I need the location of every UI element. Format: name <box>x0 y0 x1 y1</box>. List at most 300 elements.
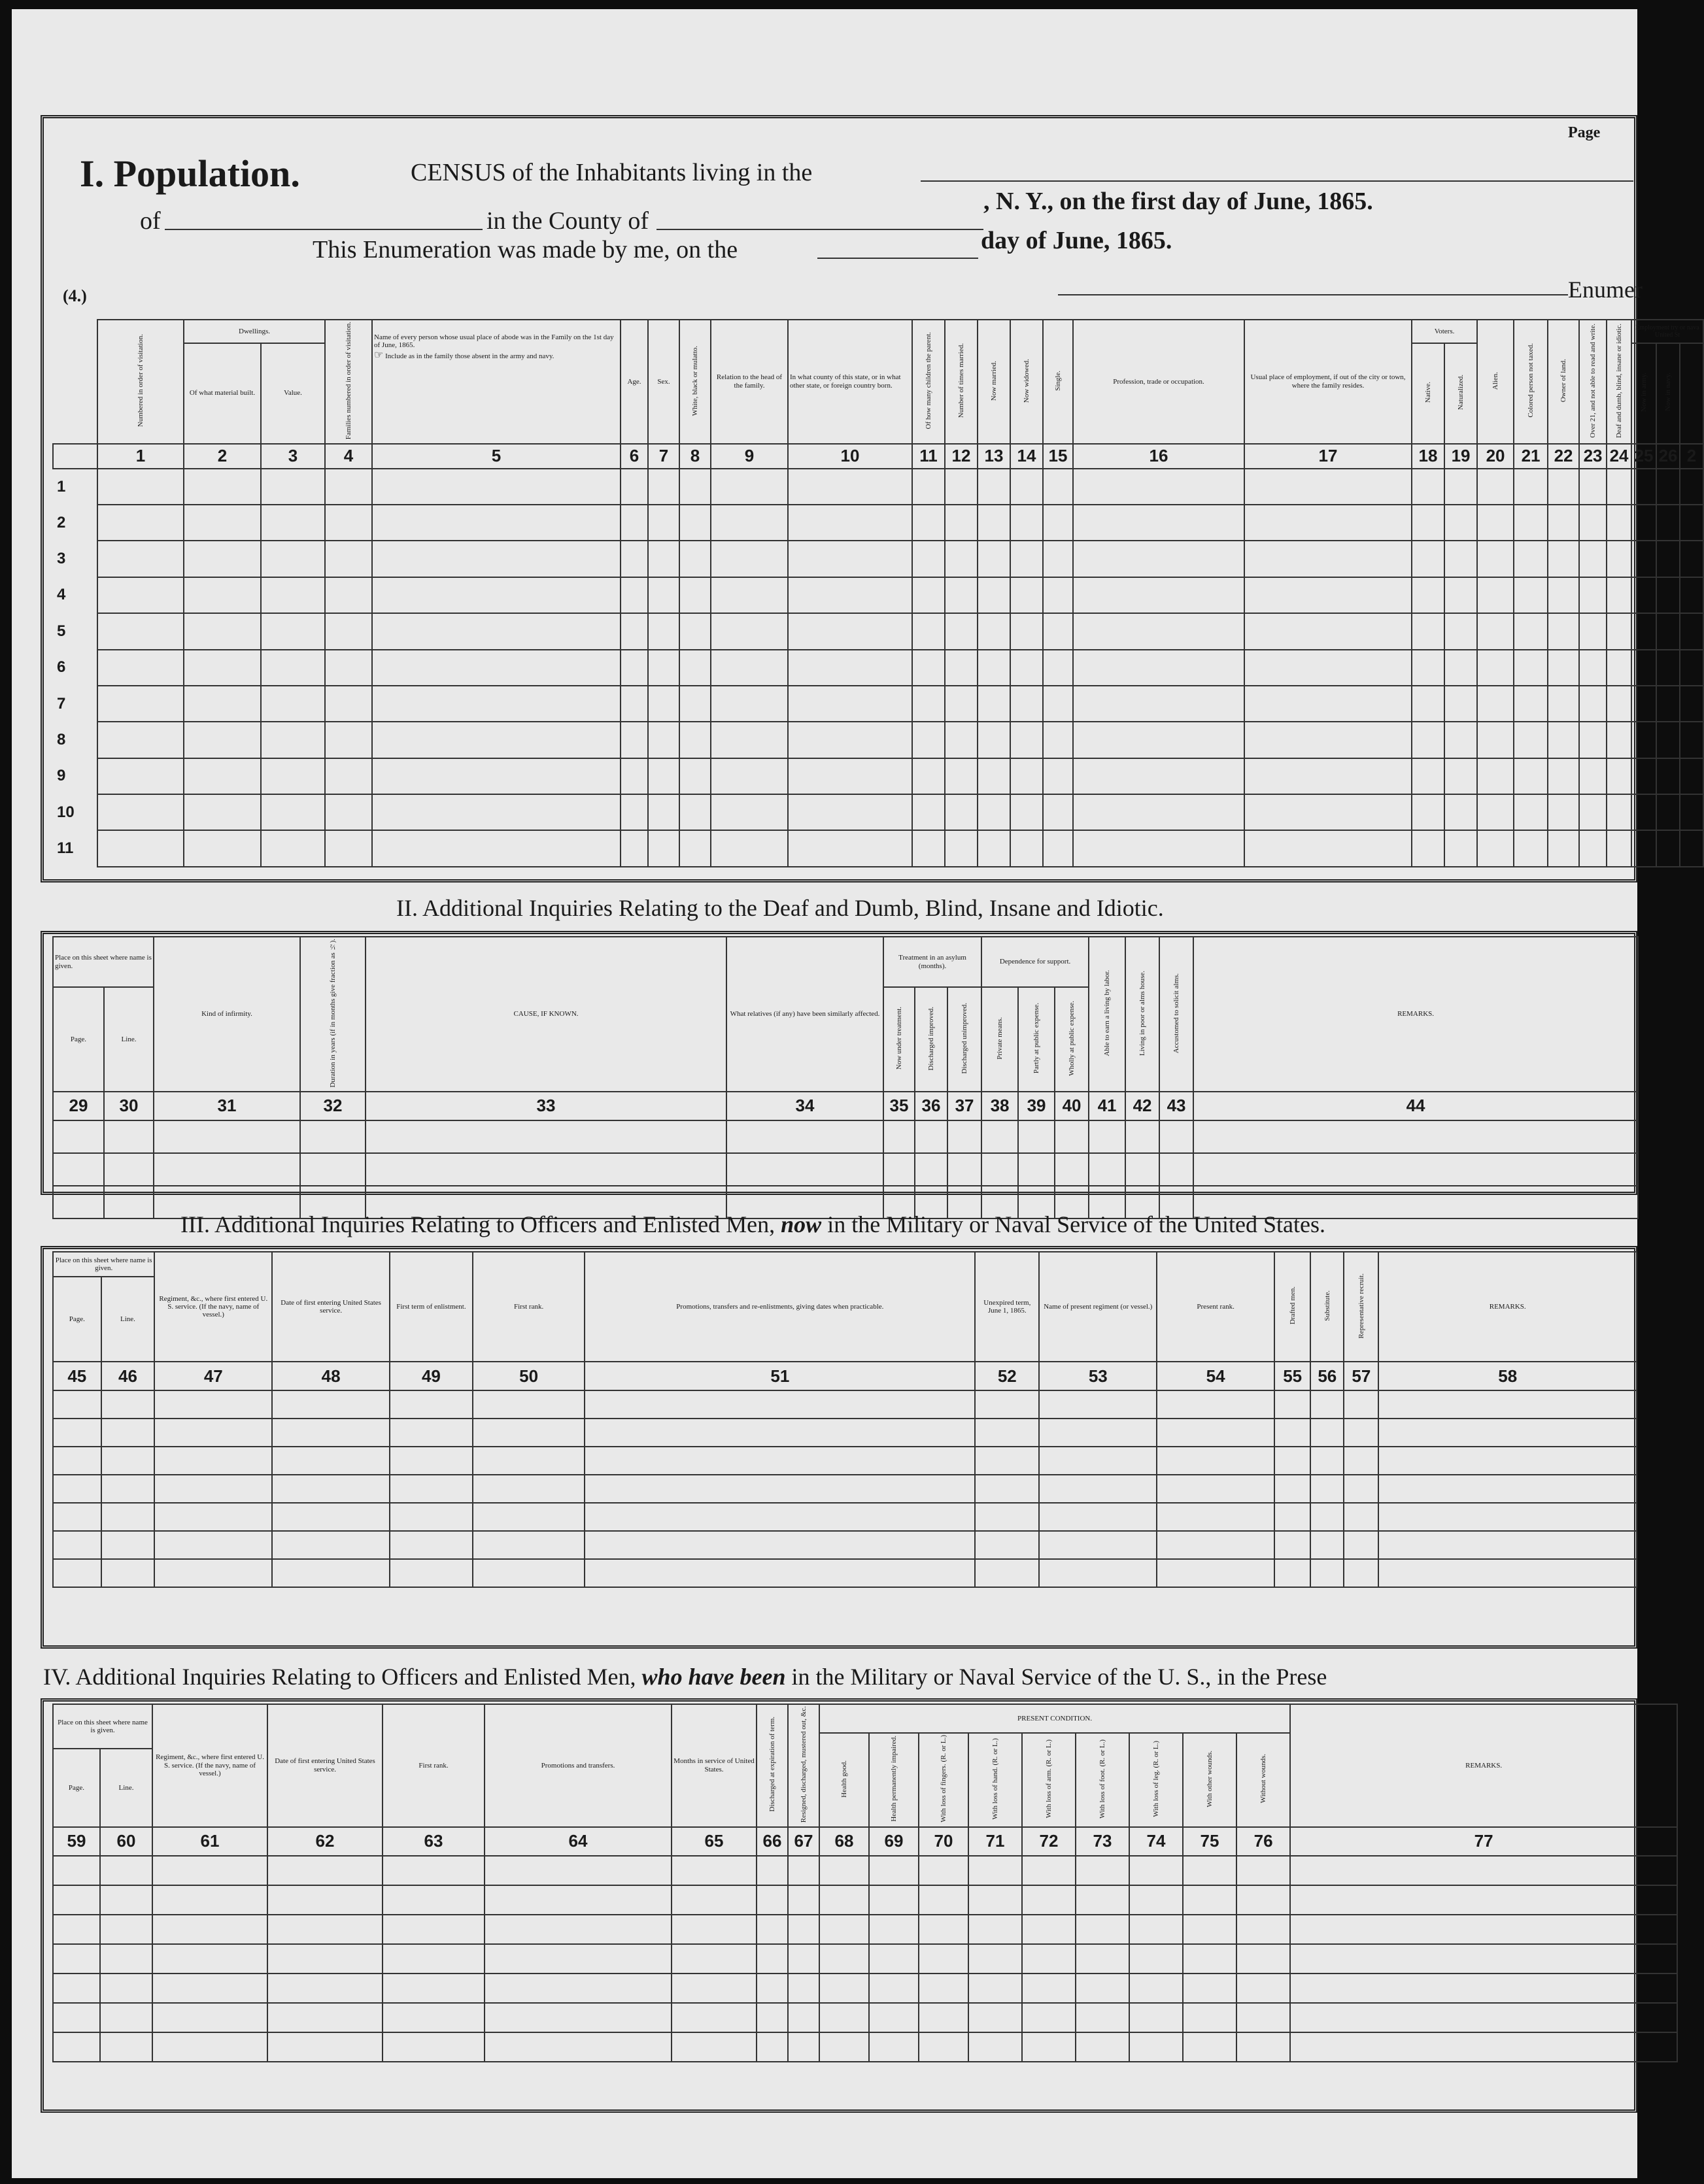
entry-cell[interactable] <box>869 1944 919 1974</box>
entry-cell[interactable] <box>1274 1531 1310 1559</box>
entry-cell[interactable] <box>1310 1503 1344 1531</box>
entry-cell[interactable] <box>1680 613 1703 649</box>
entry-cell[interactable] <box>1412 650 1444 686</box>
entry-cell[interactable] <box>648 613 679 649</box>
entry-cell[interactable] <box>1656 650 1680 686</box>
entry-cell[interactable] <box>1244 505 1412 541</box>
entry-cell[interactable] <box>184 722 261 758</box>
entry-cell[interactable] <box>757 1944 788 1974</box>
entry-cell[interactable] <box>1477 758 1514 794</box>
entry-cell[interactable] <box>1244 794 1412 830</box>
entry-cell[interactable] <box>1290 2003 1677 2032</box>
entry-cell[interactable] <box>1344 1390 1378 1419</box>
entry-cell[interactable] <box>1631 722 1656 758</box>
entry-cell[interactable] <box>184 794 261 830</box>
entry-cell[interactable] <box>1073 613 1244 649</box>
entry-cell[interactable] <box>968 2003 1022 2032</box>
entry-cell[interactable] <box>366 1120 726 1153</box>
entry-cell[interactable] <box>372 830 621 866</box>
entry-cell[interactable] <box>945 613 978 649</box>
entry-cell[interactable] <box>1477 505 1514 541</box>
entry-cell[interactable] <box>1344 1475 1378 1503</box>
entry-cell[interactable] <box>975 1475 1039 1503</box>
entry-cell[interactable] <box>1514 722 1548 758</box>
entry-cell[interactable] <box>968 1974 1022 2003</box>
entry-cell[interactable] <box>1043 613 1073 649</box>
entry-cell[interactable] <box>1548 613 1579 649</box>
entry-cell[interactable] <box>975 1390 1039 1419</box>
entry-cell[interactable] <box>152 1856 267 1885</box>
entry-cell[interactable] <box>975 1419 1039 1447</box>
entry-cell[interactable] <box>1073 541 1244 577</box>
entry-cell[interactable] <box>1378 1475 1637 1503</box>
entry-cell[interactable] <box>1607 505 1631 541</box>
entry-cell[interactable] <box>1444 505 1477 541</box>
entry-cell[interactable] <box>267 1944 383 1974</box>
entry-cell[interactable] <box>1244 686 1412 722</box>
entry-cell[interactable] <box>1477 541 1514 577</box>
entry-cell[interactable] <box>757 1885 788 1915</box>
entry-cell[interactable] <box>788 2003 819 2032</box>
entry-cell[interactable] <box>1183 1856 1236 1885</box>
entry-cell[interactable] <box>947 1120 981 1153</box>
entry-cell[interactable] <box>1444 794 1477 830</box>
entry-cell[interactable] <box>788 830 912 866</box>
entry-cell[interactable] <box>485 1915 672 1944</box>
entry-cell[interactable] <box>1514 613 1548 649</box>
entry-cell[interactable] <box>788 1885 819 1915</box>
entry-cell[interactable] <box>97 650 184 686</box>
entry-cell[interactable] <box>101 1447 155 1475</box>
entry-cell[interactable] <box>1244 613 1412 649</box>
entry-cell[interactable] <box>390 1447 473 1475</box>
entry-cell[interactable] <box>1579 577 1607 613</box>
entry-cell[interactable] <box>1514 469 1548 505</box>
entry-cell[interactable] <box>152 1974 267 2003</box>
entry-cell[interactable] <box>757 1974 788 2003</box>
entry-cell[interactable] <box>1477 613 1514 649</box>
entry-cell[interactable] <box>485 1885 672 1915</box>
entry-cell[interactable] <box>154 1419 272 1447</box>
entry-cell[interactable] <box>648 541 679 577</box>
entry-cell[interactable] <box>1656 830 1680 866</box>
entry-cell[interactable] <box>912 541 945 577</box>
entry-cell[interactable] <box>1076 2032 1129 2062</box>
entry-cell[interactable] <box>261 722 325 758</box>
entry-cell[interactable] <box>726 1153 883 1186</box>
entry-cell[interactable] <box>272 1390 390 1419</box>
entry-cell[interactable] <box>1129 2032 1183 2062</box>
entry-cell[interactable] <box>1129 1856 1183 1885</box>
entry-cell[interactable] <box>1290 1885 1677 1915</box>
entry-cell[interactable] <box>1579 722 1607 758</box>
entry-cell[interactable] <box>919 1974 968 2003</box>
entry-cell[interactable] <box>1244 830 1412 866</box>
entry-cell[interactable] <box>1656 577 1680 613</box>
entry-cell[interactable] <box>372 577 621 613</box>
entry-cell[interactable] <box>1680 794 1703 830</box>
entry-cell[interactable] <box>261 686 325 722</box>
entry-cell[interactable] <box>1477 794 1514 830</box>
entry-cell[interactable] <box>1548 686 1579 722</box>
entry-cell[interactable] <box>325 577 372 613</box>
entry-cell[interactable] <box>1344 1419 1378 1447</box>
entry-cell[interactable] <box>485 2003 672 2032</box>
entry-cell[interactable] <box>1548 505 1579 541</box>
entry-cell[interactable] <box>1548 541 1579 577</box>
entry-cell[interactable] <box>975 1503 1039 1531</box>
entry-cell[interactable] <box>711 830 788 866</box>
entry-cell[interactable] <box>372 650 621 686</box>
entry-cell[interactable] <box>1290 1915 1677 1944</box>
entry-cell[interactable] <box>679 686 711 722</box>
entry-cell[interactable] <box>267 2003 383 2032</box>
entry-cell[interactable] <box>1579 469 1607 505</box>
entry-cell[interactable] <box>621 794 648 830</box>
entry-cell[interactable] <box>648 830 679 866</box>
entry-cell[interactable] <box>1344 1503 1378 1531</box>
entry-cell[interactable] <box>1680 577 1703 613</box>
entry-cell[interactable] <box>267 1974 383 2003</box>
entry-cell[interactable] <box>154 1531 272 1559</box>
entry-cell[interactable] <box>1183 1974 1236 2003</box>
entry-cell[interactable] <box>473 1559 585 1587</box>
entry-cell[interactable] <box>383 1915 485 1944</box>
entry-cell[interactable] <box>968 2032 1022 2062</box>
entry-cell[interactable] <box>648 469 679 505</box>
entry-cell[interactable] <box>1274 1390 1310 1419</box>
entry-cell[interactable] <box>912 686 945 722</box>
entry-cell[interactable] <box>1477 830 1514 866</box>
entry-cell[interactable] <box>711 650 788 686</box>
enumerator-field[interactable] <box>1058 294 1568 295</box>
entry-cell[interactable] <box>1010 613 1043 649</box>
entry-cell[interactable] <box>390 1559 473 1587</box>
entry-cell[interactable] <box>912 650 945 686</box>
entry-cell[interactable] <box>585 1447 975 1475</box>
entry-cell[interactable] <box>261 505 325 541</box>
entry-cell[interactable] <box>100 1885 152 1915</box>
entry-cell[interactable] <box>788 1915 819 1944</box>
entry-cell[interactable] <box>473 1531 585 1559</box>
entry-cell[interactable] <box>968 1915 1022 1944</box>
entry-cell[interactable] <box>679 613 711 649</box>
entry-cell[interactable] <box>788 1974 819 2003</box>
entry-cell[interactable] <box>679 505 711 541</box>
entry-cell[interactable] <box>390 1419 473 1447</box>
entry-cell[interactable] <box>1193 1153 1638 1186</box>
entry-cell[interactable] <box>97 541 184 577</box>
entry-cell[interactable] <box>1579 613 1607 649</box>
entry-cell[interactable] <box>585 1559 975 1587</box>
entry-cell[interactable] <box>325 686 372 722</box>
entry-cell[interactable] <box>101 1503 155 1531</box>
entry-cell[interactable] <box>267 1915 383 1944</box>
entry-cell[interactable] <box>1548 577 1579 613</box>
entry-cell[interactable] <box>383 1885 485 1915</box>
entry-cell[interactable] <box>1039 1390 1157 1419</box>
entry-cell[interactable] <box>97 613 184 649</box>
entry-cell[interactable] <box>101 1475 155 1503</box>
entry-cell[interactable] <box>585 1531 975 1559</box>
entry-cell[interactable] <box>1039 1447 1157 1475</box>
entry-cell[interactable] <box>261 613 325 649</box>
entry-cell[interactable] <box>154 1503 272 1531</box>
entry-cell[interactable] <box>1089 1153 1125 1186</box>
entry-cell[interactable] <box>53 1856 100 1885</box>
entry-cell[interactable] <box>325 541 372 577</box>
entry-cell[interactable] <box>1310 1531 1344 1559</box>
entry-cell[interactable] <box>1514 686 1548 722</box>
entry-cell[interactable] <box>883 1153 915 1186</box>
entry-cell[interactable] <box>978 650 1010 686</box>
entry-cell[interactable] <box>788 541 912 577</box>
entry-cell[interactable] <box>101 1390 155 1419</box>
entry-cell[interactable] <box>97 505 184 541</box>
entry-cell[interactable] <box>1412 686 1444 722</box>
entry-cell[interactable] <box>1607 722 1631 758</box>
entry-cell[interactable] <box>585 1390 975 1419</box>
entry-cell[interactable] <box>184 505 261 541</box>
entry-cell[interactable] <box>154 1447 272 1475</box>
entry-cell[interactable] <box>267 2032 383 2062</box>
entry-cell[interactable] <box>1378 1503 1637 1531</box>
entry-cell[interactable] <box>1043 722 1073 758</box>
entry-cell[interactable] <box>184 686 261 722</box>
entry-cell[interactable] <box>1236 1915 1290 1944</box>
entry-cell[interactable] <box>679 469 711 505</box>
entry-cell[interactable] <box>1656 794 1680 830</box>
entry-cell[interactable] <box>1548 794 1579 830</box>
entry-cell[interactable] <box>788 1944 819 1974</box>
entry-cell[interactable] <box>53 1390 101 1419</box>
entry-cell[interactable] <box>919 1856 968 1885</box>
entry-cell[interactable] <box>1412 830 1444 866</box>
entry-cell[interactable] <box>679 650 711 686</box>
entry-cell[interactable] <box>1039 1559 1157 1587</box>
entry-cell[interactable] <box>1310 1390 1344 1419</box>
entry-cell[interactable] <box>672 1885 757 1915</box>
entry-cell[interactable] <box>1444 541 1477 577</box>
entry-cell[interactable] <box>1076 1885 1129 1915</box>
entry-cell[interactable] <box>485 2032 672 2062</box>
entry-cell[interactable] <box>1579 830 1607 866</box>
entry-cell[interactable] <box>1477 469 1514 505</box>
entry-cell[interactable] <box>1412 613 1444 649</box>
entry-cell[interactable] <box>1514 650 1548 686</box>
entry-cell[interactable] <box>945 794 978 830</box>
entry-cell[interactable] <box>100 1856 152 1885</box>
entry-cell[interactable] <box>1274 1559 1310 1587</box>
entry-cell[interactable] <box>945 469 978 505</box>
entry-cell[interactable] <box>53 1915 100 1944</box>
entry-cell[interactable] <box>1514 505 1548 541</box>
entry-cell[interactable] <box>1444 650 1477 686</box>
entry-cell[interactable] <box>1548 469 1579 505</box>
entry-cell[interactable] <box>100 2003 152 2032</box>
entry-cell[interactable] <box>919 2032 968 2062</box>
entry-cell[interactable] <box>711 469 788 505</box>
entry-cell[interactable] <box>819 1974 869 2003</box>
entry-cell[interactable] <box>53 1153 104 1186</box>
entry-cell[interactable] <box>1514 758 1548 794</box>
entry-cell[interactable] <box>1412 794 1444 830</box>
entry-cell[interactable] <box>648 505 679 541</box>
entry-cell[interactable] <box>672 1974 757 2003</box>
entry-cell[interactable] <box>912 469 945 505</box>
entry-cell[interactable] <box>1631 577 1656 613</box>
entry-cell[interactable] <box>585 1475 975 1503</box>
entry-cell[interactable] <box>1244 541 1412 577</box>
entry-cell[interactable] <box>672 1944 757 1974</box>
entry-cell[interactable] <box>267 1885 383 1915</box>
entry-cell[interactable] <box>261 541 325 577</box>
entry-cell[interactable] <box>945 758 978 794</box>
entry-cell[interactable] <box>621 469 648 505</box>
entry-cell[interactable] <box>1039 1419 1157 1447</box>
entry-cell[interactable] <box>1680 469 1703 505</box>
entry-cell[interactable] <box>1290 2032 1677 2062</box>
entry-cell[interactable] <box>325 758 372 794</box>
entry-cell[interactable] <box>672 1856 757 1885</box>
entry-cell[interactable] <box>97 758 184 794</box>
entry-cell[interactable] <box>1412 505 1444 541</box>
entry-cell[interactable] <box>272 1475 390 1503</box>
entry-cell[interactable] <box>1010 650 1043 686</box>
entry-cell[interactable] <box>473 1390 585 1419</box>
entry-cell[interactable] <box>372 722 621 758</box>
entry-cell[interactable] <box>679 758 711 794</box>
entry-cell[interactable] <box>1514 794 1548 830</box>
entry-cell[interactable] <box>1344 1447 1378 1475</box>
entry-cell[interactable] <box>1274 1475 1310 1503</box>
entry-cell[interactable] <box>945 650 978 686</box>
entry-cell[interactable] <box>53 2032 100 2062</box>
entry-cell[interactable] <box>585 1419 975 1447</box>
entry-cell[interactable] <box>711 722 788 758</box>
entry-cell[interactable] <box>272 1447 390 1475</box>
entry-cell[interactable] <box>978 686 1010 722</box>
entry-cell[interactable] <box>1680 758 1703 794</box>
entry-cell[interactable] <box>1236 1856 1290 1885</box>
entry-cell[interactable] <box>1378 1447 1637 1475</box>
entry-cell[interactable] <box>757 2003 788 2032</box>
entry-cell[interactable] <box>1129 1974 1183 2003</box>
entry-cell[interactable] <box>1236 1974 1290 2003</box>
entry-cell[interactable] <box>1236 2032 1290 2062</box>
entry-cell[interactable] <box>1076 2003 1129 2032</box>
entry-cell[interactable] <box>372 541 621 577</box>
entry-cell[interactable] <box>1010 469 1043 505</box>
entry-cell[interactable] <box>869 2003 919 2032</box>
entry-cell[interactable] <box>1607 469 1631 505</box>
entry-cell[interactable] <box>1018 1120 1055 1153</box>
entry-cell[interactable] <box>1631 686 1656 722</box>
entry-cell[interactable] <box>1043 686 1073 722</box>
entry-cell[interactable] <box>473 1475 585 1503</box>
entry-cell[interactable] <box>1656 686 1680 722</box>
entry-cell[interactable] <box>1043 541 1073 577</box>
entry-cell[interactable] <box>272 1503 390 1531</box>
entry-cell[interactable] <box>1018 1153 1055 1186</box>
entry-cell[interactable] <box>621 577 648 613</box>
entry-cell[interactable] <box>1129 1885 1183 1915</box>
entry-cell[interactable] <box>1680 541 1703 577</box>
entry-cell[interactable] <box>261 577 325 613</box>
entry-cell[interactable] <box>485 1944 672 1974</box>
entry-cell[interactable] <box>53 1186 104 1218</box>
entry-cell[interactable] <box>1073 650 1244 686</box>
entry-cell[interactable] <box>1159 1120 1193 1153</box>
entry-cell[interactable] <box>184 541 261 577</box>
entry-cell[interactable] <box>788 1856 819 1885</box>
entry-cell[interactable] <box>1607 686 1631 722</box>
entry-cell[interactable] <box>1244 469 1412 505</box>
entry-cell[interactable] <box>978 505 1010 541</box>
entry-cell[interactable] <box>1055 1153 1089 1186</box>
entry-cell[interactable] <box>819 1885 869 1915</box>
entry-cell[interactable] <box>869 1856 919 1885</box>
entry-cell[interactable] <box>912 830 945 866</box>
entry-cell[interactable] <box>1310 1559 1344 1587</box>
entry-cell[interactable] <box>1344 1559 1378 1587</box>
entry-cell[interactable] <box>1444 469 1477 505</box>
entry-cell[interactable] <box>1477 577 1514 613</box>
entry-cell[interactable] <box>1656 505 1680 541</box>
entry-cell[interactable] <box>945 505 978 541</box>
entry-cell[interactable] <box>53 1503 101 1531</box>
entry-cell[interactable] <box>485 1856 672 1885</box>
entry-cell[interactable] <box>945 541 978 577</box>
entry-cell[interactable] <box>300 1153 366 1186</box>
entry-cell[interactable] <box>1310 1419 1344 1447</box>
entry-cell[interactable] <box>788 650 912 686</box>
entry-cell[interactable] <box>1274 1419 1310 1447</box>
entry-cell[interactable] <box>1274 1447 1310 1475</box>
entry-cell[interactable] <box>1073 794 1244 830</box>
entry-cell[interactable] <box>912 577 945 613</box>
entry-cell[interactable] <box>261 794 325 830</box>
entry-cell[interactable] <box>1055 1120 1089 1153</box>
entry-cell[interactable] <box>1125 1153 1159 1186</box>
entry-cell[interactable] <box>1157 1475 1274 1503</box>
entry-cell[interactable] <box>1022 2003 1076 2032</box>
entry-cell[interactable] <box>1022 1974 1076 2003</box>
entry-cell[interactable] <box>1579 650 1607 686</box>
entry-cell[interactable] <box>1412 758 1444 794</box>
entry-cell[interactable] <box>1514 577 1548 613</box>
entry-cell[interactable] <box>152 2032 267 2062</box>
entry-cell[interactable] <box>272 1419 390 1447</box>
entry-cell[interactable] <box>919 1915 968 1944</box>
entry-cell[interactable] <box>1183 1885 1236 1915</box>
entry-cell[interactable] <box>869 1974 919 2003</box>
entry-cell[interactable] <box>1073 469 1244 505</box>
entry-cell[interactable] <box>100 1944 152 1974</box>
entry-cell[interactable] <box>883 1120 915 1153</box>
entry-cell[interactable] <box>1607 613 1631 649</box>
entry-cell[interactable] <box>1412 577 1444 613</box>
entry-cell[interactable] <box>621 722 648 758</box>
entry-cell[interactable] <box>1548 758 1579 794</box>
entry-cell[interactable] <box>154 1390 272 1419</box>
entry-cell[interactable] <box>1607 830 1631 866</box>
enumeration-day-field[interactable] <box>817 258 978 259</box>
entry-cell[interactable] <box>1680 505 1703 541</box>
entry-cell[interactable] <box>101 1559 155 1587</box>
entry-cell[interactable] <box>819 1944 869 1974</box>
entry-cell[interactable] <box>1290 1856 1677 1885</box>
